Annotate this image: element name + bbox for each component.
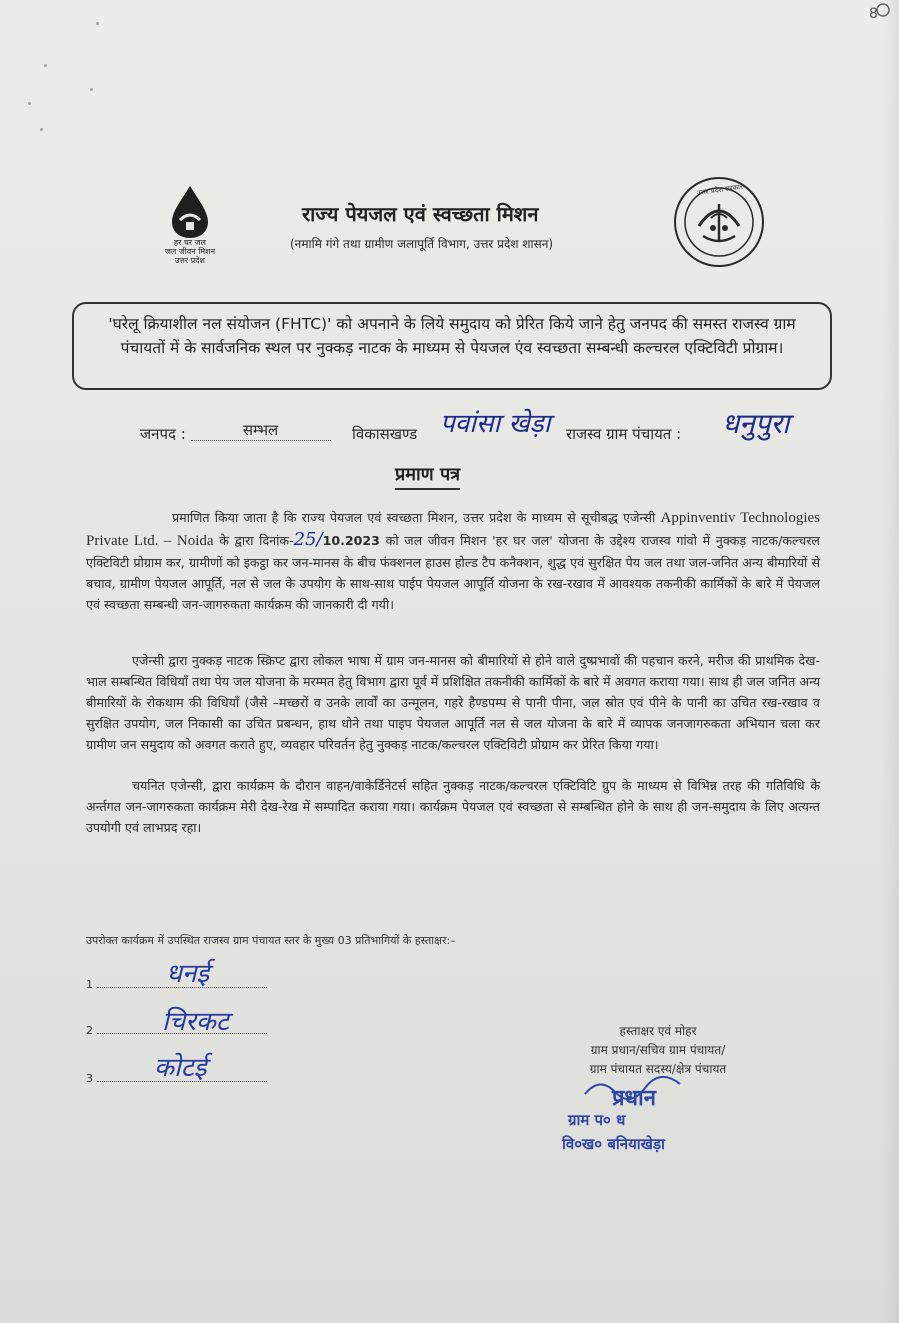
page-shadow [881,0,899,1323]
corner-mark-icon [865,0,893,28]
handwritten-date: 25/ [293,529,323,550]
certificate-title: प्रमाण पत्र [395,462,460,490]
para1-body: को जल जीवन मिशन 'हर घर जल' योजना के उद्देश्य राजस्व गांवो में नुक्कड़ नाटक/कल्चरल एक्टिविटी प्रोग्राम कर, ग्रामीणों को इकट्ठा कर जन-मानस के बीच फंक्शनल हाउस होल्ड टैप कनैक्शन, शुद्ध एवं सुरक्षित पेय जल तथा जल-जनित अन्य बीमारियों से बचाव, ग्रामीण पेयजल आपूर्ति, नल से जल के उपयोग के साथ-साथ पाईप पेयजल आपूर्ति योजना के रख-रखाव में आवश्यक तकनीकी कार्मिकों के बारे में पेयजल एवं स्वच्छता सम्बन्धी जन-जागरुकता कार्यक्रम की जानकारी दी गयी। [86,533,820,612]
district-label: जनपद : [140,425,186,443]
speck [90,88,93,91]
para3-body: चयनित एजेन्सी, द्वारा कार्यक्रम के दौरान वाहन/वाकेर्डिनेटर्स सहित नुक्कड़ नाटक/कल्चरल एक्टिविटि ग्रुप के माध्यम से विभिन्न तरह की गतिविधि के अर्न्तगत जन-जागरुकता कार्यक्रम मेरी देख-रेख में सम्पादित कराया गया। कार्यक्रम पेयजल एवं स्वच्छता से सम्बन्धित होने के साथ ही जन-समुदाय के लिए अत्यन्त उपयोगी एवं लाभप्रद रहा। [86,778,820,835]
signature-2-handwriting: चिरकट [162,1007,229,1037]
paragraph-certification [86,507,820,615]
pradhan-stamp: प्रधान [612,1085,656,1111]
signatures-note: उपरोक्त कार्यक्रम में उपस्थित राजस्व ग्राम पंचायत स्तर के मुख्य 03 प्रतिभागियों के हस्ताक्षर:– [86,934,456,947]
signature-number: 3 [86,1072,93,1085]
water-drop-icon [150,180,240,240]
program-description-box [72,302,832,390]
district-value-text: सम्भल [242,421,279,439]
typed-date: 10.2023 [322,533,380,548]
block-handwritten-value: पवांसा खेड़ा [440,409,551,439]
panchayat-label: राजस्व ग्राम पंचायत : [566,425,682,443]
speck [44,64,47,67]
mission-title: राज्य पेयजल एवं स्वच्छता मिशन [302,202,539,226]
agency-name: Appinventiv Technologies Private Ltd. – Noida [86,510,820,549]
authority-line-3: ग्राम पंचायत सदस्य/क्षेत्र पंचायत [589,1062,727,1076]
authority-line-2: ग्राम प्रधान/सचिव ग्राम पंचायत/ [590,1043,726,1057]
block-label: विकासखण्ड [352,425,418,443]
authority-signature-block [548,1022,768,1079]
signature-number: 1 [86,978,93,991]
signature-number: 2 [86,1024,93,1037]
para1-date-label: के द्वारा दिनांक- [219,533,294,548]
panchayat-field [566,424,681,444]
paragraph-supervision [86,775,820,838]
gram-panchayat-stamp: ग्राम प० ध [568,1111,626,1129]
paragraph-activities [86,650,820,755]
para1-intro: प्रमाणित किया जाता है कि राज्य पेयजल एवं स्वच्छता मिशन, उत्तर प्रदेश के माध्यम से सूचीबद्ध एजेन्सी [172,510,656,525]
block-field [352,424,417,444]
panchayat-handwritten-value: धनुपुरा [722,407,790,440]
district-value [191,420,331,441]
program-description-text: 'घरेलू क्रियाशील नल संयोजन (FHTC)' को अपनाने के लिये समुदाय को प्रेरित किये जाने हेतु जनपद की समस्त राजस्व ग्राम पंचायतों में के सार्वजनिक स्थल पर नुक्कड़ नाटक के माध्यम से पेयजल एंव स्वच्छता सम्बन्धी कल्चरल एक्टिविटी प्रोग्राम। [108,315,796,357]
district-field [140,421,331,445]
logo-caption: हर घर जल जल जीवन मिशन उत्तर प्रदेश [164,238,216,265]
mission-subtitle: (नमामि गंगे तथा ग्रामीण जलापूर्ति विभाग, उत्तर प्रदेश शासन) [290,237,554,251]
signature-3-handwriting: कोटई [154,1053,207,1083]
authority-line-1: हस्ताक्षर एवं मोहर [619,1024,697,1038]
signature-scribble-icon [580,1074,700,1104]
speck [96,22,99,25]
para2-body: एजेन्सी द्वारा नुक्कड़ नाटक स्क्रिप्ट द्वारा लोकल भाषा में ग्राम जन-मानस को बीमारियों से होने वाले दुष्प्रभावों की पहचान करने, मरीज की प्राथमिक देख-भाल सम्बन्धित विधियाँ तथा पेय जल योजना के मरम्मत हेतु विभाग द्वारा पूर्व में प्रशिक्षित तकनीकी कार्मिकों के बारे में अवगत कराया गया। साथ ही जल जनित अन्य बीमारियों के रोकथाम की विधियाँ (जैसे –मच्छरों व उनके लार्वों का उन्मूलन, गहरे हैण्डपम्प से पानी पीना, जल स्रोत एवं पीने के पानी का उचित रख-रखाव व सुरक्षित उपयोग, जल निकासी का उचित प्रबन्धन, हाथ धोने तथा पाइप पेयजल आपूर्ति नल से जल योजना के बारे में व्यापक जनजागरुकता अभियान चला कर ग्रामीण जन समुदाय को अवगत कराते हुए, व्यवहार परिवर्तन हेतु नुक्कड़ नाटक/कल्चरल एक्टिविटी प्रोग्राम कर प्रेरित किया गया। [86,653,820,752]
signature-1-handwriting: धनई [166,959,210,989]
svg-text:8: 8 [869,6,878,22]
block-stamp: वि०ख० बनियाखेड़ा [562,1135,665,1153]
seal-text: उत्तर प्रदेश सरकार [696,182,744,198]
speck [28,102,31,105]
speck [40,128,43,131]
